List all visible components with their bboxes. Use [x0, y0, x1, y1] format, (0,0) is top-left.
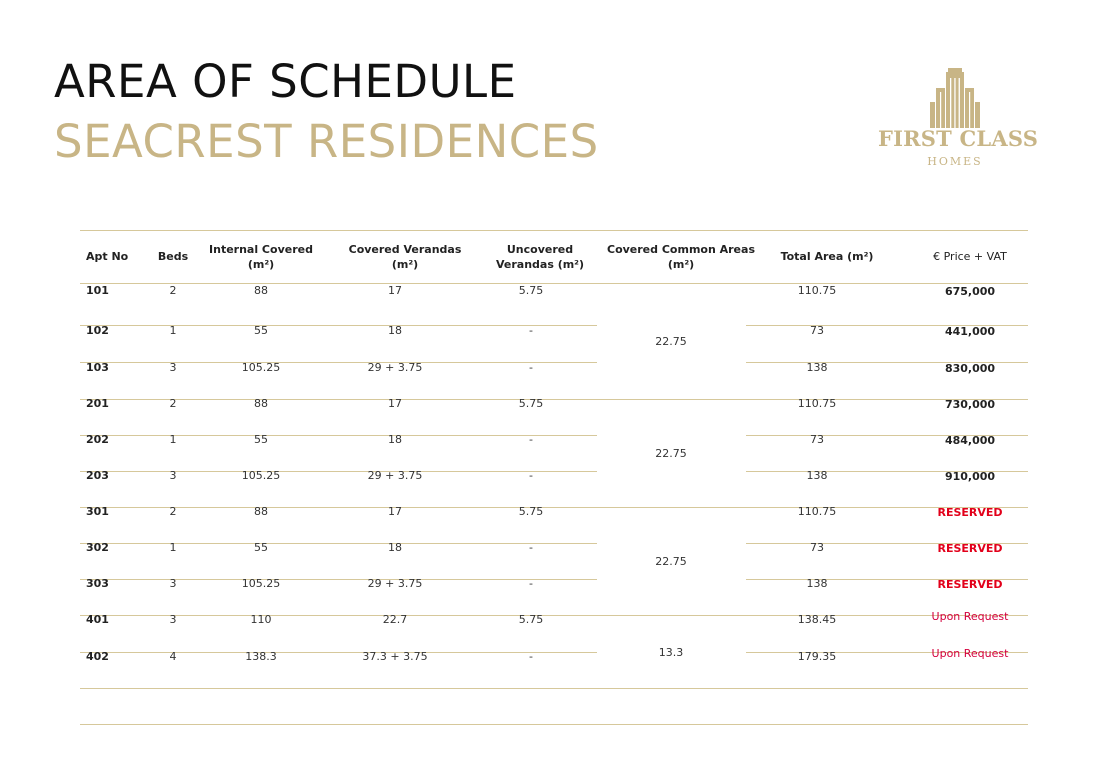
cell-price: 441,000 — [944, 325, 996, 338]
cell-internal: 88 — [254, 397, 268, 410]
cell-uncovered: - — [529, 433, 533, 446]
cell-apt: 402 — [86, 650, 109, 663]
cell-beds: 1 — [169, 324, 177, 337]
cell-beds: 2 — [169, 284, 177, 297]
cell-beds: 1 — [169, 541, 177, 554]
cell-apt: 301 — [86, 505, 109, 518]
cell-price: 910,000 — [944, 470, 996, 483]
cell-internal: 55 — [254, 433, 268, 446]
cell-uncovered: 5.75 — [518, 505, 544, 518]
page-title: AREA OF SCHEDULE — [54, 55, 517, 108]
cell-beds: 1 — [169, 433, 177, 446]
header-covered-verandas: Covered Verandas (m²) — [348, 243, 462, 271]
cell-verandas: 18 — [388, 433, 402, 446]
cell-verandas: 17 — [388, 397, 402, 410]
cell-price: RESERVED — [937, 542, 1003, 555]
cell-apt: 102 — [86, 324, 109, 337]
header-price-vat: € Price + VAT — [933, 250, 1007, 263]
cell-beds: 3 — [169, 613, 177, 626]
cell-beds: 3 — [169, 361, 177, 374]
cell-price: 730,000 — [944, 398, 996, 411]
cell-verandas: 37.3 + 3.75 — [362, 650, 428, 663]
cell-price: Upon Request — [931, 647, 1009, 660]
cell-common-area: 22.75 — [655, 335, 687, 348]
cell-internal: 88 — [254, 284, 268, 297]
cell-uncovered: - — [529, 324, 533, 337]
cell-total: 110.75 — [797, 505, 837, 518]
cell-price: RESERVED — [937, 578, 1003, 591]
cell-total: 73 — [810, 541, 824, 554]
cell-price: 484,000 — [944, 434, 996, 447]
table-rule — [80, 724, 1028, 725]
cell-internal: 55 — [254, 541, 268, 554]
cell-total: 73 — [810, 433, 824, 446]
cell-internal: 110 — [250, 613, 272, 626]
cell-beds: 4 — [169, 650, 177, 663]
header-total-area: Total Area (m²) — [780, 250, 874, 263]
cell-uncovered: 5.75 — [518, 397, 544, 410]
cell-total: 138 — [806, 361, 828, 374]
cell-total: 138.45 — [797, 613, 837, 626]
cell-verandas: 29 + 3.75 — [367, 469, 423, 482]
table-rule — [80, 688, 1028, 689]
cell-verandas: 29 + 3.75 — [367, 361, 423, 374]
cell-total: 179.35 — [797, 650, 837, 663]
cell-price: Upon Request — [931, 610, 1009, 623]
cell-beds: 2 — [169, 505, 177, 518]
cell-apt: 401 — [86, 613, 109, 626]
cell-apt: 302 — [86, 541, 109, 554]
cell-uncovered: 5.75 — [518, 613, 544, 626]
cell-uncovered: - — [529, 361, 533, 374]
cell-beds: 3 — [169, 577, 177, 590]
brand-logo — [878, 66, 1039, 170]
brand-tagline: HOMES — [927, 155, 983, 168]
cell-beds: 3 — [169, 469, 177, 482]
cell-price: 675,000 — [944, 285, 996, 298]
cell-internal: 105.25 — [241, 577, 281, 590]
cell-total: 110.75 — [797, 397, 837, 410]
cell-apt: 203 — [86, 469, 109, 482]
cell-uncovered: - — [529, 650, 533, 663]
table-rule — [80, 230, 1028, 231]
cell-common-area: 13.3 — [658, 646, 684, 659]
header-covered-common-areas: Covered Common Areas (m²) — [607, 243, 755, 271]
cell-verandas: 18 — [388, 541, 402, 554]
cell-total: 73 — [810, 324, 824, 337]
header-apt-no: Apt No — [86, 250, 129, 263]
header-uncovered-verandas: Uncovered Verandas (m²) — [495, 243, 585, 271]
cell-internal: 105.25 — [241, 469, 281, 482]
cell-apt: 201 — [86, 397, 109, 410]
cell-verandas: 18 — [388, 324, 402, 337]
cell-price: 830,000 — [944, 362, 996, 375]
cell-total: 138 — [806, 577, 828, 590]
cell-internal: 88 — [254, 505, 268, 518]
cell-verandas: 22.7 — [382, 613, 408, 626]
cell-internal: 105.25 — [241, 361, 281, 374]
cell-verandas: 17 — [388, 284, 402, 297]
cell-total: 138 — [806, 469, 828, 482]
header-internal-covered: Internal Covered (m²) — [209, 243, 313, 271]
cell-total: 110.75 — [797, 284, 837, 297]
cell-apt: 202 — [86, 433, 109, 446]
cell-uncovered: 5.75 — [518, 284, 544, 297]
cell-verandas: 29 + 3.75 — [367, 577, 423, 590]
brand-name: FIRST CLASS — [878, 126, 1039, 151]
cell-verandas: 17 — [388, 505, 402, 518]
cell-apt: 103 — [86, 361, 109, 374]
cell-uncovered: - — [529, 541, 533, 554]
cell-internal: 55 — [254, 324, 268, 337]
cell-beds: 2 — [169, 397, 177, 410]
cell-uncovered: - — [529, 469, 533, 482]
cell-apt: 303 — [86, 577, 109, 590]
cell-uncovered: - — [529, 577, 533, 590]
header-beds: Beds — [157, 250, 189, 263]
cell-common-area: 22.75 — [655, 555, 687, 568]
cell-price: RESERVED — [937, 506, 1003, 519]
cell-common-area: 22.75 — [655, 447, 687, 460]
cell-apt: 101 — [86, 284, 109, 297]
cell-internal: 138.3 — [245, 650, 277, 663]
building-icon — [928, 66, 982, 128]
page-subtitle: SEACREST RESIDENCES — [54, 115, 599, 168]
